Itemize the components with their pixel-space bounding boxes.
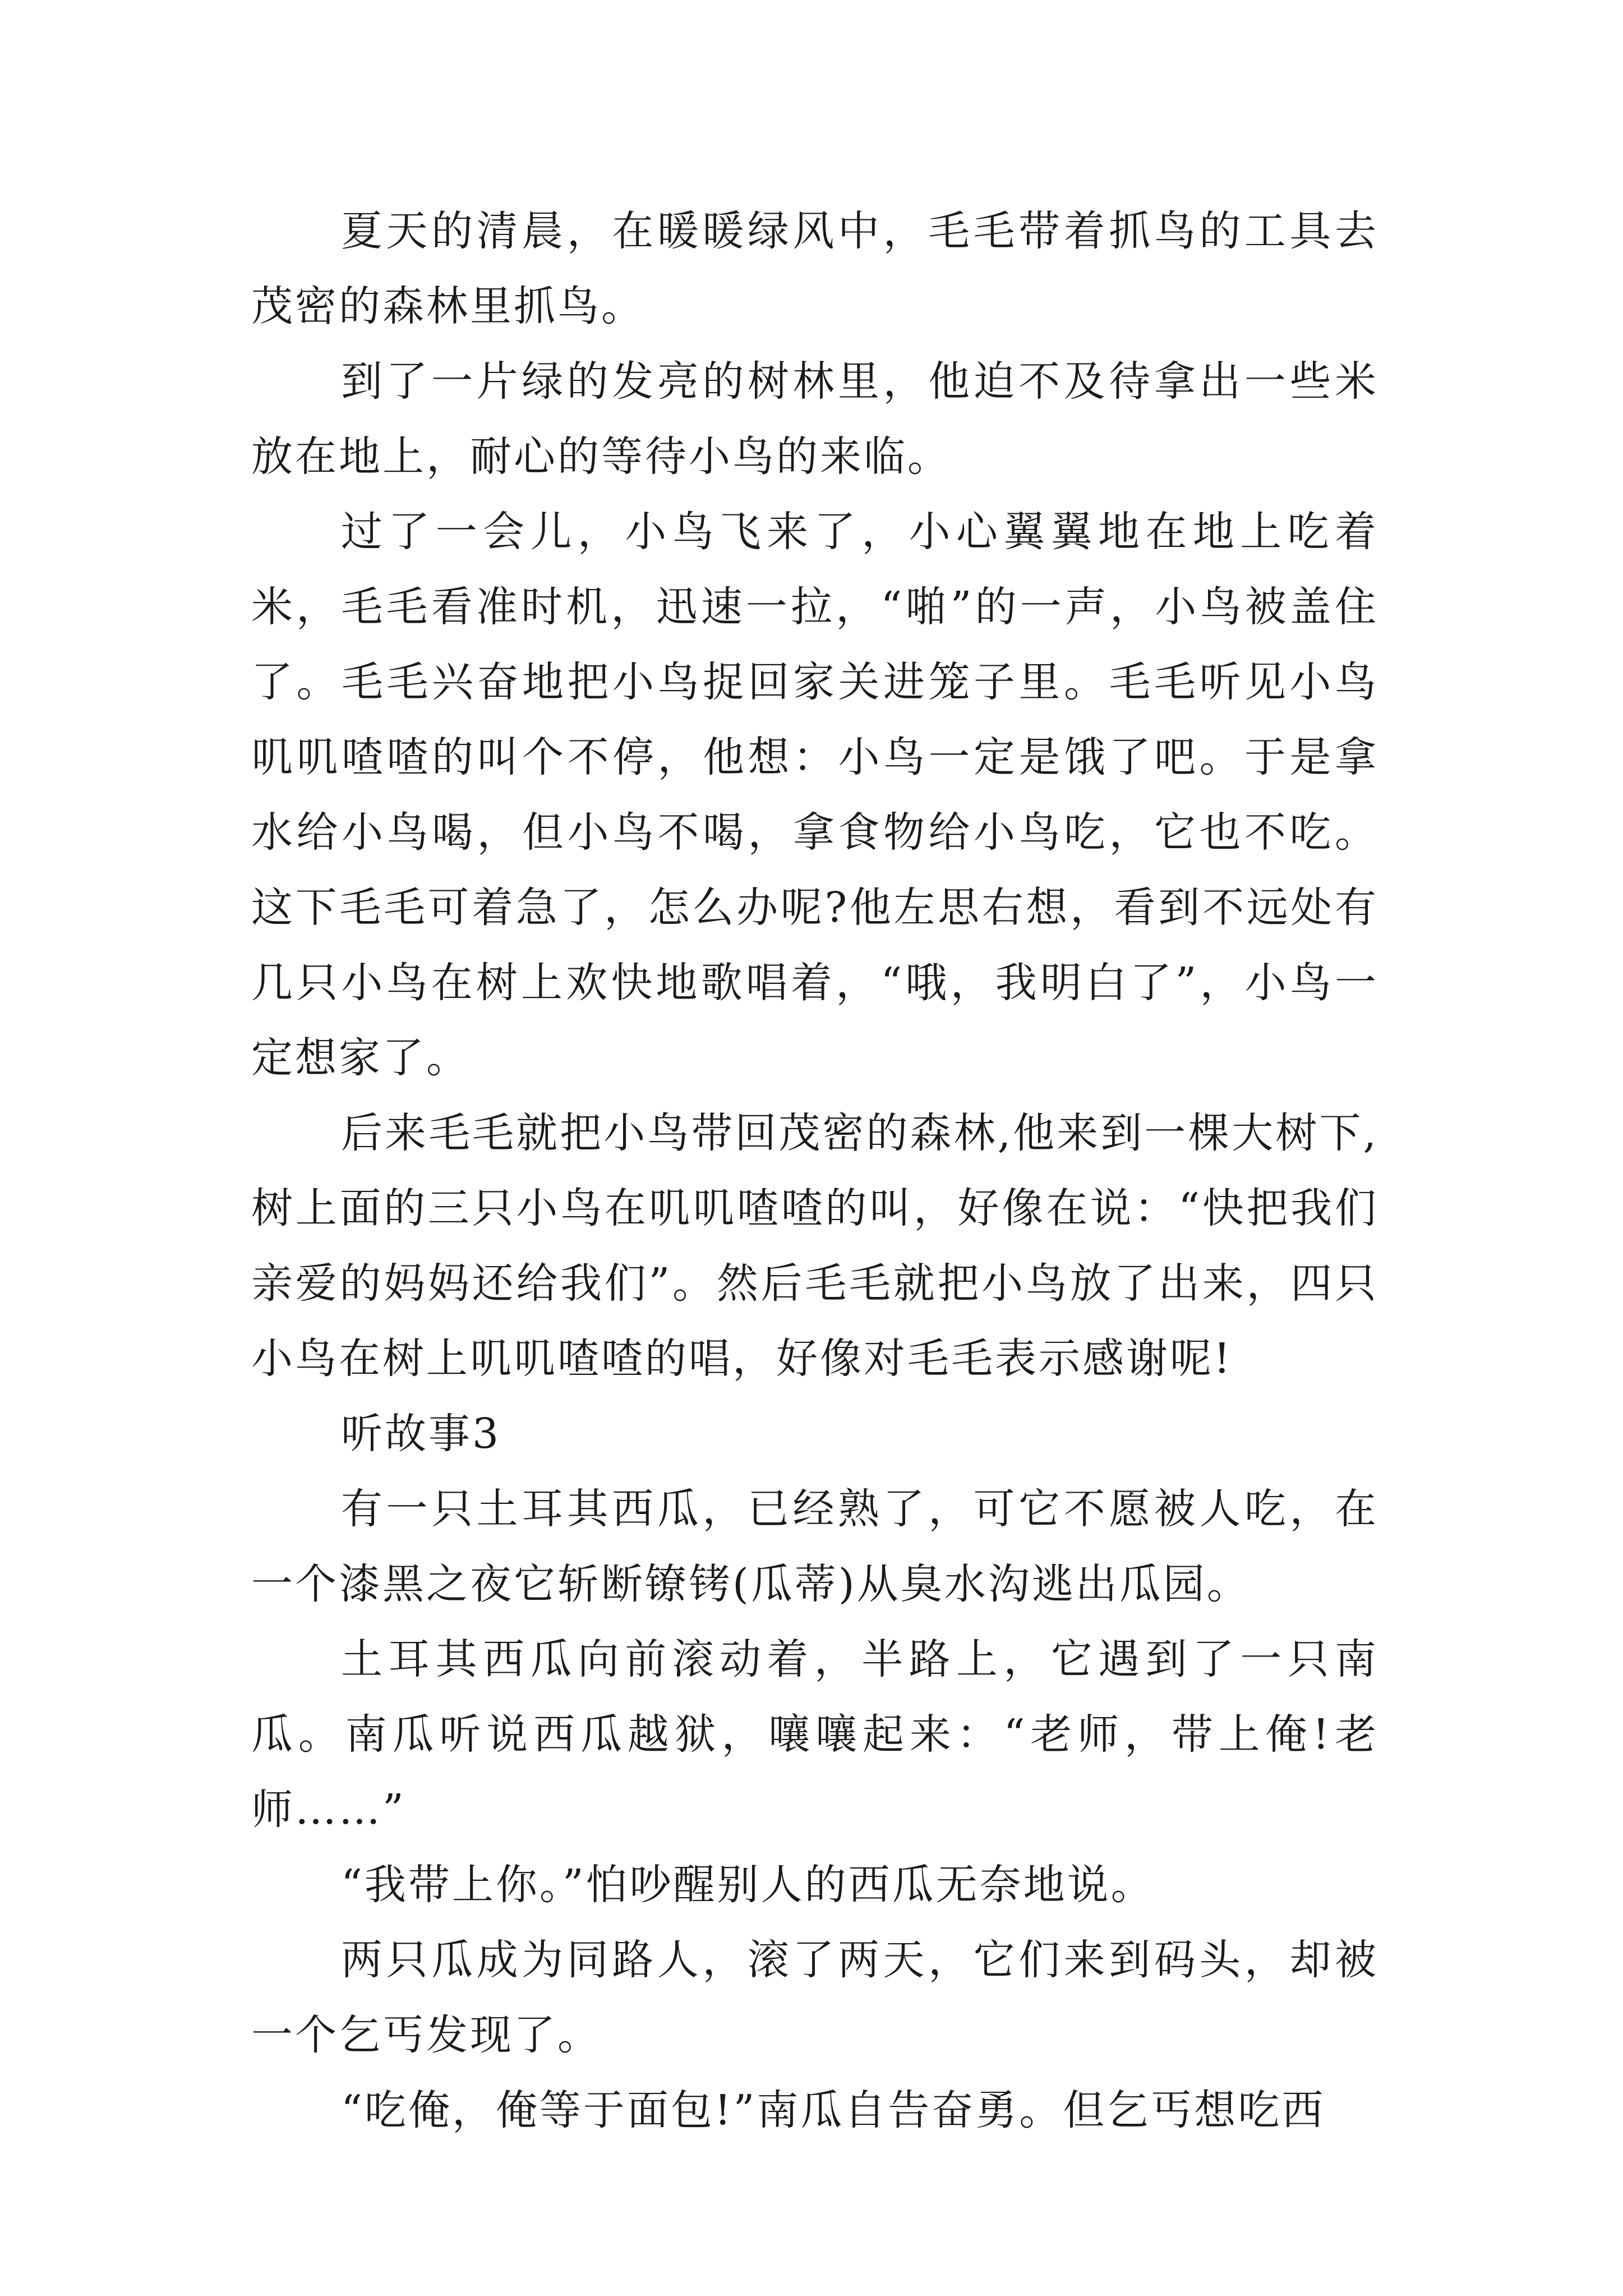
story-heading: 听故事3 bbox=[341, 1410, 501, 1458]
paragraph-1: 夏天的清晨，在暖暖绿风中，毛毛带着抓鸟的工具去茂密的森林里抓鸟。 bbox=[251, 207, 1378, 330]
paragraph-7: “我带上你。”怕吵醒别人的西瓜无奈地说。 bbox=[341, 1861, 1155, 1909]
paragraph-9: “吃俺，俺等于面包!”南瓜自告奋勇。但乞丐想吃西 bbox=[341, 2086, 1326, 2134]
paragraph-2: 到了一片绿的发亮的树林里，他迫不及待拿出一些米放在地上，耐心的等待小鸟的来临。 bbox=[251, 357, 1378, 481]
paragraph-4: 后来毛毛就把小鸟带回茂密的森林,他来到一棵大树下,树上面的三只小鸟在叽叽喳喳的叫，好像在说：“快把我们亲爱的妈妈还给我们”。然后毛毛就把小鸟放了出来，四只小鸟在树上叽叽喳喳的唱，好像对毛毛表示感谢呢! bbox=[251, 1109, 1378, 1383]
document-body bbox=[251, 194, 1378, 2148]
paragraph-6: 土耳其西瓜向前滚动着，半路上，它遇到了一只南瓜。南瓜听说西瓜越狱，嚷嚷起来：“老师，带上俺!老师……” bbox=[251, 1635, 1378, 1834]
paragraph-5: 有一只土耳其西瓜，已经熟了，可它不愿被人吃，在一个漆黑之夜它斩断镣铐(瓜蒂)从臭水沟逃出瓜园。 bbox=[251, 1485, 1378, 1608]
paragraph-3: 过了一会儿，小鸟飞来了，小心翼翼地在地上吃着米，毛毛看准时机，迅速一拉，“啪”的一声，小鸟被盖住了。毛毛兴奋地把小鸟捉回家关进笼子里。毛毛听见小鸟叽叽喳喳的叫个不停，他想：小鸟一定是饿了吧。于是拿水给小鸟喝，但小鸟不喝，拿食物给小鸟吃，它也不吃。这下毛毛可着急了，怎么办呢?他左思右想，看到不远处有几只小鸟在树上欢快地歌唱着，“哦，我明白了”，小鸟一定想家了。 bbox=[251, 508, 1378, 1082]
paragraph-8: 两只瓜成为同路人，滚了两天，它们来到码头，却被一个乞丐发现了。 bbox=[251, 1936, 1378, 2059]
